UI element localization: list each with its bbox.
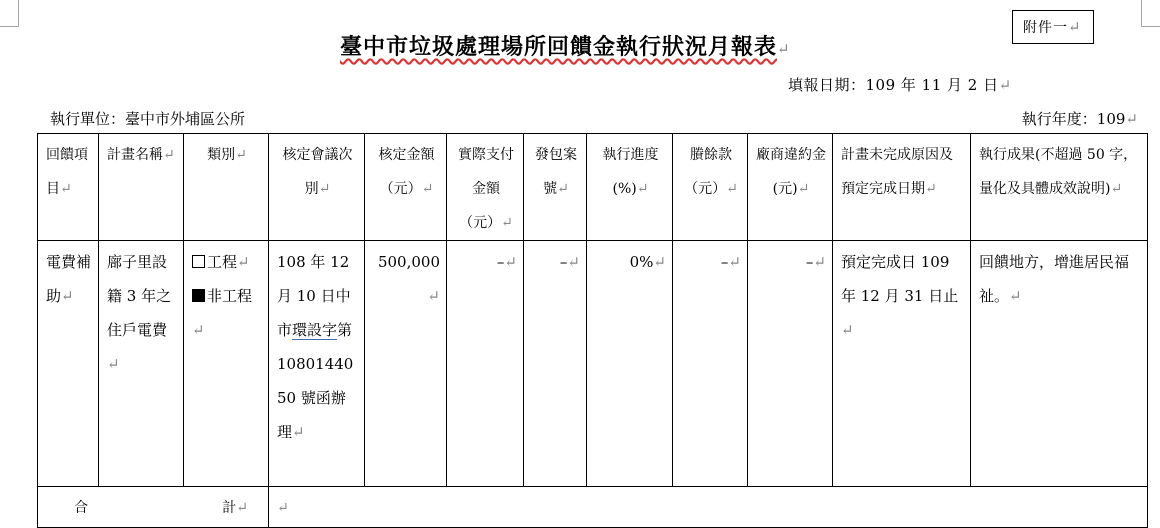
- header-incomplete-reason: 計畫未完成原因及預定完成日期↵: [833, 134, 971, 241]
- header-surplus: 賸餘款（元）↵: [673, 134, 748, 241]
- header-results: 執行成果(不超過 50 字，量化及具體成效說明)↵: [971, 134, 1148, 241]
- category-option-engineering: 工程↵: [192, 245, 262, 279]
- unchecked-box-icon: [192, 255, 205, 268]
- header-progress: 執行進度(%)↵: [587, 134, 673, 241]
- report-table: [37, 133, 1148, 528]
- header-contract-no: 發包案號↵: [524, 134, 587, 241]
- crop-mark-top-left: [0, 0, 19, 27]
- header-category: 類別↵: [184, 134, 269, 241]
- table-row: [38, 241, 1148, 487]
- cell-results: 回饋地方，增進居民福祉。↵: [971, 241, 1148, 487]
- checked-box-icon: [192, 289, 205, 302]
- header-row: [38, 134, 1148, 241]
- header-project-name: 計畫名稱↵: [99, 134, 184, 241]
- exec-unit: 執行單位：臺中市外埔區公所: [50, 110, 246, 128]
- cell-project-name: 廍子里設籍 3 年之住戶電費↵: [99, 241, 184, 487]
- crop-mark-top-right: [1141, 0, 1160, 27]
- total-label-left: 合: [74, 500, 88, 516]
- cell-approved-amount: 500,000↵: [365, 241, 447, 487]
- cell-approval-meeting: 108 年 12 月 10 日中市環設字第 1080144050 號函辦理↵: [269, 241, 365, 487]
- cell-actual-payment: –↵: [447, 241, 524, 487]
- cell-feedback-item: 電費補助↵: [38, 241, 99, 487]
- cell-incomplete-reason: 預定完成日 109 年 12 月 31 日止↵: [833, 241, 971, 487]
- title-text: 臺中市垃圾處理場所回饋金執行狀況月報表: [340, 34, 778, 60]
- total-label-cell: [38, 487, 269, 528]
- exec-year: 執行年度：109↵: [1021, 110, 1138, 128]
- total-label-right: 計↵: [222, 500, 248, 516]
- fill-date: 填報日期：109 年 11 月 2 日↵: [788, 76, 1012, 94]
- header-actual-payment: 實際支付金額（元）↵: [447, 134, 524, 241]
- page-title: 臺中市垃圾處理場所回饋金執行狀況月報表↵: [340, 34, 791, 60]
- header-penalty: 廠商違約金(元)↵: [748, 134, 833, 241]
- cell-category: [184, 241, 269, 487]
- cell-progress: 0%↵: [587, 241, 673, 487]
- attachment-label: 附件一↵: [1012, 10, 1094, 44]
- header-feedback-item: 回饋項目↵: [38, 134, 99, 241]
- header-approval-meeting: 核定會議次別↵: [269, 134, 365, 241]
- cell-penalty: –↵: [748, 241, 833, 487]
- total-value-cell: ↵: [269, 487, 1148, 528]
- cell-surplus: –↵: [673, 241, 748, 487]
- cell-contract-no: –↵: [524, 241, 587, 487]
- total-row: [38, 487, 1148, 528]
- category-option-non-engineering: 非工程↵: [192, 287, 253, 339]
- header-approved-amount: 核定金額（元）↵: [365, 134, 447, 241]
